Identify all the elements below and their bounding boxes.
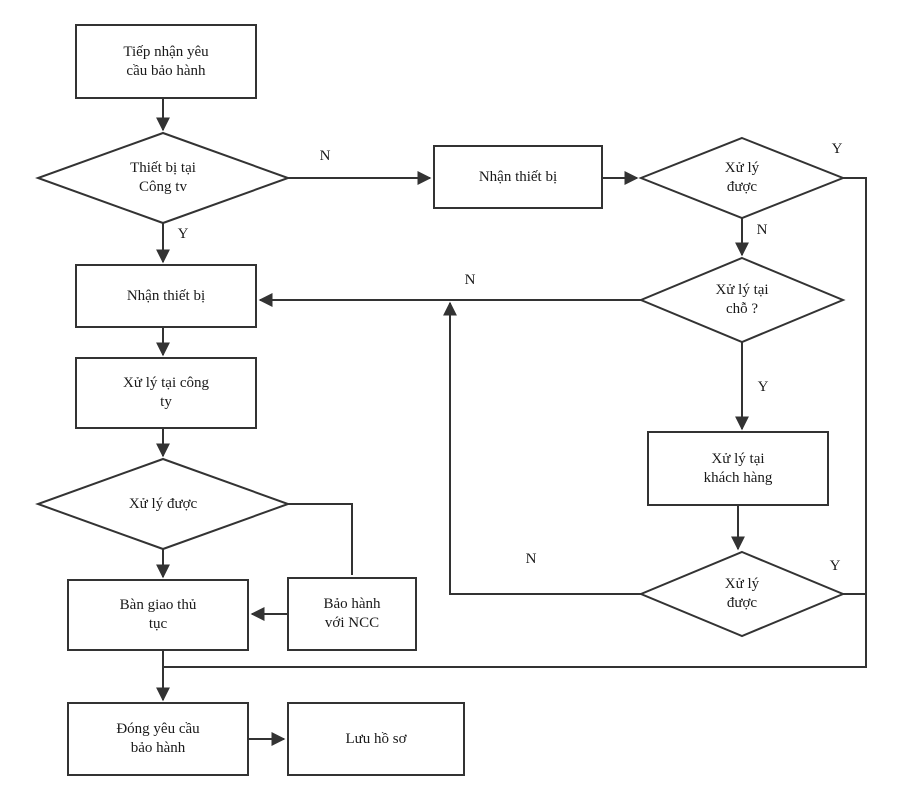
node-n13-shape — [68, 703, 248, 775]
node-n2-shape — [38, 133, 288, 223]
node-n12-label: Bảo hành với NCC — [323, 596, 381, 631]
node-n6-shape — [76, 265, 256, 327]
edge-label-n2-yes: Y — [177, 226, 189, 242]
node-n9-label: Xử lý được — [128, 495, 198, 512]
node-n7-shape — [76, 358, 256, 428]
node-n7-label: Xử lý tại công ty — [122, 375, 210, 410]
node-n11-label: Bàn giao thủ tục — [119, 597, 197, 632]
node-n14-shape — [288, 703, 464, 775]
node-n1-label: Tiếp nhận yêu cầu bảo hành — [123, 43, 209, 79]
node-n13-label: Đóng yêu cầu bảo hành — [116, 721, 200, 756]
node-n10-shape — [641, 552, 843, 636]
node-n3-shape — [434, 146, 602, 208]
node-n11-shape — [68, 580, 248, 650]
node-n4-shape — [641, 138, 843, 218]
edge-label-n10-yes: Y — [829, 558, 841, 574]
edge-label-n2-no: N — [319, 148, 331, 164]
node-n4-label: Xử lý được — [724, 160, 760, 195]
node-n2-label: Thiết bị tại Công tv — [130, 160, 196, 195]
edge-label-n5-no: N — [464, 272, 476, 288]
edge-label-n4-yes: Y — [831, 141, 843, 157]
edge-label-n5-yes: Y — [757, 379, 769, 395]
node-n5-shape — [641, 258, 843, 342]
node-n14-label: Lưu hồ sơ — [345, 730, 407, 747]
node-n8-shape — [648, 432, 828, 505]
node-n6-label: Nhận thiết bị — [126, 287, 206, 304]
node-n10-label: Xử lý được — [724, 576, 760, 611]
node-n8-label: Xử lý tại khách hàng — [703, 450, 773, 486]
connector-n10-loop — [450, 303, 641, 594]
node-n9-shape — [38, 459, 288, 549]
node-n1-shape — [76, 25, 256, 98]
edge-label-n10-no: N — [525, 551, 537, 567]
node-n12-shape — [288, 578, 416, 650]
node-n3-label: Nhận thiết bị — [478, 168, 558, 185]
connector-n9-n12 — [288, 504, 352, 575]
edge-label-n4-no: N — [756, 222, 768, 238]
node-n5-label: Xử lý tại chỗ ? — [715, 282, 769, 317]
